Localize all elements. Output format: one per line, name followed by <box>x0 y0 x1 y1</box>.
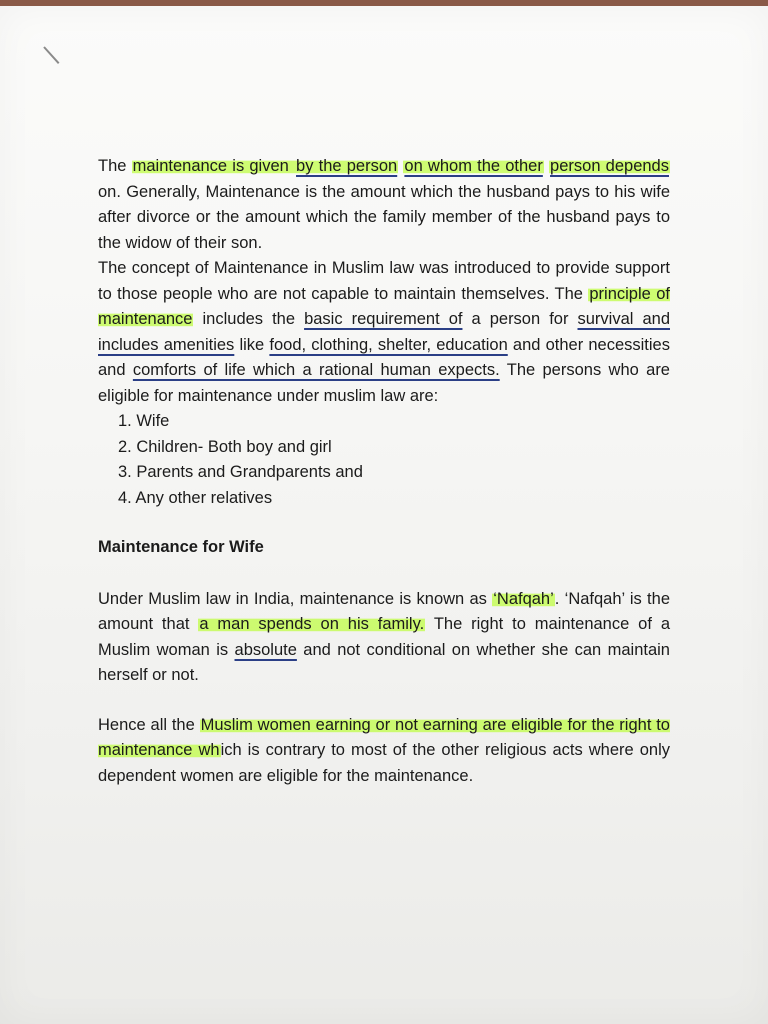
highlight: Muslim women earning or not earning are eligible for the right to maintenance wh <box>98 715 670 759</box>
text: Hence all the <box>98 715 200 734</box>
paragraph-eligibility <box>98 713 670 790</box>
text: The <box>98 157 132 175</box>
text: and not conditional on whether she can maintain herself or not. <box>98 640 670 684</box>
list-item: 1. Wife <box>118 412 170 430</box>
underline: survival and includes amenities <box>98 310 670 354</box>
underline: food, clothing, shelter, education <box>269 335 508 354</box>
highlight-underline: person depends <box>550 157 669 175</box>
text: ich is contrary to most of the other religious acts where only dependent women are eligible for the maintenance. <box>98 741 670 785</box>
text: . ‘Nafqah’ is the amount that <box>98 589 670 633</box>
staple-mark <box>43 46 59 64</box>
paragraph-concept <box>98 256 670 409</box>
text: The right to maintenance of a Muslim woman is <box>98 615 671 659</box>
paragraph-nafqah <box>98 587 670 689</box>
eligible-persons-list <box>98 409 670 511</box>
list-item: 3. Parents and Grandparents and <box>118 463 363 481</box>
underline: absolute <box>234 640 297 659</box>
list-item: 2. Children- Both boy and girl <box>118 437 332 456</box>
highlight: a man spends on his family. <box>199 615 425 633</box>
highlight: ‘Nafqah’ <box>493 589 554 608</box>
text: Under Muslim law in India, maintenance is known as <box>98 589 493 608</box>
paper-sheet <box>0 6 768 1024</box>
highlight: principle of maintenance <box>98 284 670 328</box>
underline: comforts of life which a rational human expects. <box>132 361 500 379</box>
text: on. Generally, Maintenance is the amount which the husband pays to his wife after divorce or the amount which the family member of the husband pays to the widow of their son. <box>98 182 670 252</box>
text: a person for <box>462 310 578 328</box>
text: and other necessities and <box>98 335 670 379</box>
paragraph-definition <box>98 154 670 256</box>
underline: basic requirement of <box>304 310 463 328</box>
text: like <box>234 335 270 354</box>
highlight-underline: on whom the other <box>404 157 543 175</box>
list-item: 4. Any other relatives <box>118 488 273 507</box>
text: The concept of Maintenance in Muslim law was introduced to provide support to those people who are not capable to maintain themselves. The <box>98 259 670 303</box>
highlight-underline: by the person <box>296 157 398 175</box>
section-heading: Maintenance for Wife <box>98 538 264 556</box>
highlight: maintenance is given <box>132 157 295 175</box>
text: includes the <box>193 310 305 328</box>
document-body <box>98 154 670 789</box>
text: The persons who are eligible for maintenance under muslim law are: <box>98 361 670 405</box>
